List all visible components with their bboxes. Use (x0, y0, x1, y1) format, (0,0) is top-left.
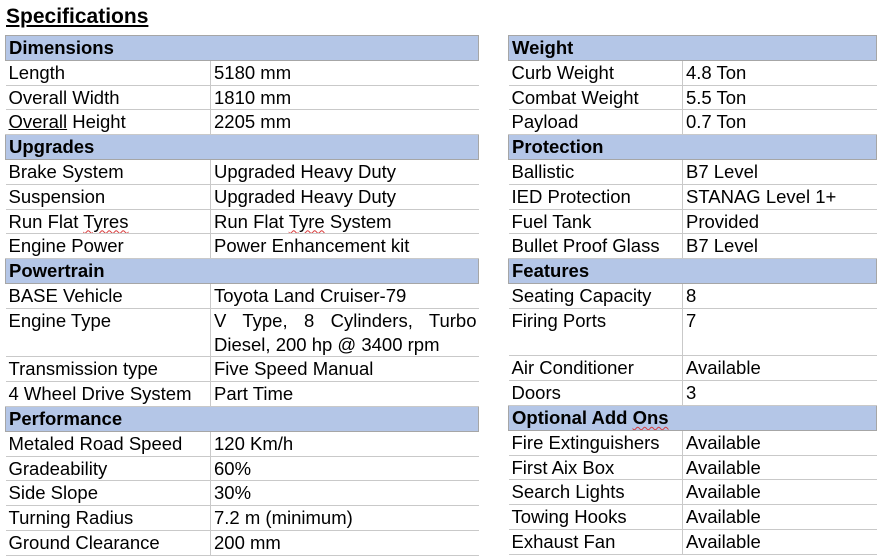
spec-value: 2205 mm (211, 110, 479, 135)
spec-value: Upgraded Heavy Duty (211, 159, 479, 184)
spec-value: 200 mm (211, 530, 479, 555)
spec-row (6, 431, 479, 456)
spec-label: Side Slope (6, 481, 211, 506)
spec-row (509, 110, 877, 135)
section-header-dimensions (6, 36, 479, 61)
spec-label: Suspension (6, 184, 211, 209)
spec-row (6, 506, 479, 531)
spec-value: Available (683, 529, 877, 554)
spec-label: Overall Width (6, 85, 211, 110)
section-header-protection (509, 135, 877, 160)
spec-label: Engine Type (6, 308, 211, 357)
section-title: Protection (509, 135, 877, 160)
spec-row (509, 159, 877, 184)
spec-label: Ballistic (509, 159, 683, 184)
spec-label: Air Conditioner (509, 356, 683, 381)
spec-label: Combat Weight (509, 85, 683, 110)
spec-row (509, 529, 877, 554)
spec-label: Gradeability (6, 456, 211, 481)
spellcheck-word: Tyre (288, 210, 325, 232)
spec-row (509, 60, 877, 85)
spec-value: Toyota Land Cruiser-79 (211, 283, 479, 308)
spec-value: 3 (683, 381, 877, 406)
spellcheck-word: Ons (632, 406, 669, 428)
section-title: Features (509, 259, 877, 284)
spec-row (509, 455, 877, 480)
spec-value: 5180 mm (211, 60, 479, 85)
spec-value: 0.7 Ton (683, 110, 877, 135)
spec-row (509, 381, 877, 406)
spec-row (6, 357, 479, 382)
spec-label: Fire Extinguishers (509, 430, 683, 455)
spec-label: Doors (509, 381, 683, 406)
page-title: Specifications (6, 5, 149, 28)
spec-label: Seating Capacity (509, 283, 683, 308)
section-header-weight (509, 36, 877, 61)
spec-row (6, 85, 479, 110)
spec-label: Ground Clearance (6, 530, 211, 555)
spec-value: Provided (683, 209, 877, 234)
spec-value: Available (683, 505, 877, 530)
spec-value: 30% (211, 481, 479, 506)
spec-row (509, 85, 877, 110)
spec-row (6, 110, 479, 135)
section-header-optional-add-ons (509, 405, 877, 430)
section-header-performance (6, 406, 479, 431)
spec-row (509, 505, 877, 530)
spec-label: Engine Power (6, 234, 211, 259)
spec-row (6, 530, 479, 555)
spec-value: 4.8 Ton (683, 60, 877, 85)
section-header-powertrain (6, 259, 479, 284)
spec-row (509, 234, 877, 259)
spec-label: IED Protection (509, 184, 683, 209)
spec-row (6, 60, 479, 85)
spec-row (509, 308, 877, 356)
spec-value: Available (683, 480, 877, 505)
spec-row (509, 184, 877, 209)
spec-label: Payload (509, 110, 683, 135)
spec-row (6, 308, 479, 357)
spec-row (6, 456, 479, 481)
section-title: Upgrades (6, 135, 479, 160)
section-title: Dimensions (6, 36, 479, 61)
left-spec-table (5, 35, 479, 556)
spec-value: 120 Km/h (211, 431, 479, 456)
spec-label: Search Lights (509, 480, 683, 505)
spec-label: Towing Hooks (509, 505, 683, 530)
spec-value: 60% (211, 456, 479, 481)
spec-row (6, 283, 479, 308)
spec-value: Power Enhancement kit (211, 234, 479, 259)
spec-label: Fuel Tank (509, 209, 683, 234)
spec-value: 5.5 Ton (683, 85, 877, 110)
spec-row (509, 209, 877, 234)
spec-value: 7.2 m (minimum) (211, 506, 479, 531)
spec-value: Upgraded Heavy Duty (211, 184, 479, 209)
spec-label: Transmission type (6, 357, 211, 382)
spec-value: B7 Level (683, 234, 877, 259)
spec-label: Metaled Road Speed (6, 431, 211, 456)
spec-label: Bullet Proof Glass (509, 234, 683, 259)
section-title: Powertrain (6, 259, 479, 284)
spec-row (509, 283, 877, 308)
spec-value: 8 (683, 283, 877, 308)
spec-value: 7 (683, 308, 877, 356)
spec-value: Available (683, 430, 877, 455)
spec-row (6, 481, 479, 506)
spec-value: V Type, 8 Cylinders, Turbo Diesel, 200 hp @ 3400 rpm (211, 308, 479, 357)
spec-value: Available (683, 455, 877, 480)
spec-row (509, 356, 877, 381)
section-header-upgrades (6, 135, 479, 160)
spec-row (6, 209, 479, 234)
spec-label: Curb Weight (509, 60, 683, 85)
spec-label: 4 Wheel Drive System (6, 382, 211, 407)
spec-label: Run Flat Tyres (6, 209, 211, 234)
spec-label: Turning Radius (6, 506, 211, 531)
spec-row (6, 382, 479, 407)
spec-label: First Aix Box (509, 455, 683, 480)
section-title: Optional Add Ons (509, 405, 877, 430)
spec-row (6, 184, 479, 209)
spec-value: Run Flat Tyre System (211, 209, 479, 234)
spec-value: STANAG Level 1+ (683, 184, 877, 209)
spec-label: Overall Height (6, 110, 211, 135)
spec-row (6, 159, 479, 184)
spec-row (509, 430, 877, 455)
spec-label: Brake System (6, 159, 211, 184)
section-title: Performance (6, 406, 479, 431)
right-spec-table (508, 35, 877, 555)
spec-row (6, 234, 479, 259)
spec-value: B7 Level (683, 159, 877, 184)
spec-value: Available (683, 356, 877, 381)
spec-value: 1810 mm (211, 85, 479, 110)
spec-value: Five Speed Manual (211, 357, 479, 382)
spec-label: Exhaust Fan (509, 529, 683, 554)
spec-label: Length (6, 60, 211, 85)
spec-label: BASE Vehicle (6, 283, 211, 308)
spellcheck-word: Tyres (83, 210, 129, 232)
section-title: Weight (509, 36, 877, 61)
spec-row (509, 480, 877, 505)
section-header-features (509, 259, 877, 284)
spec-label: Firing Ports (509, 308, 683, 356)
spec-value: Part Time (211, 382, 479, 407)
underlined-word: Overall (8, 111, 68, 133)
